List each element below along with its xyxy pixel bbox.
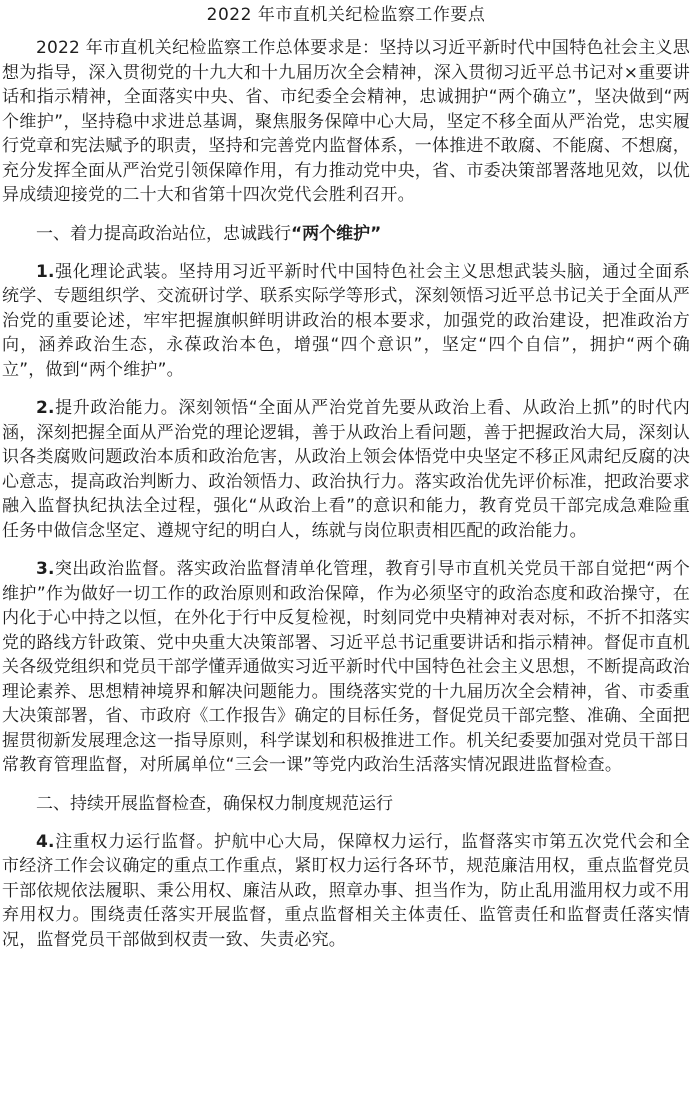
item-1-number: 1. (36, 261, 55, 282)
section-1-heading-text: 一、着力提高政治站位，忠诚践行 (36, 223, 291, 244)
document-title: 2022 年市直机关纪检监察工作要点 (206, 5, 486, 25)
intro-paragraph: 2022 年市直机关纪检监察工作总体要求是：坚持以习近平新时代中国特色社会主义思想为指导，深入贯彻党的十九大和十九届历次全会精神，深入贯彻习近平总书记对×重要讲话和指示精神，全面落实中央、省、市纪委全会精神，忠诚拥护“两个确立”，坚决做到“两个维护”，坚持稳中求进总基调，聚焦服务保障中心大局，坚定不移全面从严治党，忠实履行党章和宪法赋予的职责，坚持和完善党内监督体系，一体推进不敢腐、不能腐、不想腐，充分发挥全面从严治党引领保障作用，有力推动党中央，省、市委决策部署落地见效，以优异成绩迎接党的二十大和省第十四次党代会胜利召开。 (2, 38, 690, 205)
item-4-text: 注重权力运行监督。护航中心大局，保障权力运行，监督落实市第五次党代会和全市经济工作会议确定的重点工作重点，紧盯权力运行各环节，规范廉洁用权，重点监督党员干部依规依法履职、秉公用权、廉洁从政，照章办事、担当作为，防止乱用滥用权力或不用弃用权力。围绕责任落实开展监督，重点监督相关主体责任、监管责任和监督责任落实情况，监督党员干部做到权责一致、失责必究。 (2, 831, 690, 950)
item-1-paragraph (2, 260, 690, 383)
item-3-number: 3. (36, 559, 55, 579)
item-3-paragraph (2, 557, 690, 778)
item-4-number: 4. (36, 831, 55, 852)
item-1-text: 强化理论武装。坚持用习近平新时代中国特色社会主义思想武装头脑，通过全面系统学、专题组织学、交流研讨学、联系实际学等形式，深刻领悟习近平总书记关于全面从严治党的重要论述，牢牢把握旗帜鲜明讲政治的根本要求，加强党的政治建设，把准政治方向，涵养政治生态，永葆政治本色，增强“四个意识”，坚定“四个自信”，拥护“两个确立”，做到“两个维护”。 (2, 261, 690, 380)
section-2-heading: 二、持续开展监督检查，确保权力制度规范运行 (36, 793, 393, 814)
item-2-paragraph (2, 396, 690, 543)
section-1-heading-bold: “两个维护” (291, 223, 382, 244)
item-4-paragraph (2, 830, 690, 953)
item-3-text: 突出政治监督。落实政治监督清单化管理，教育引导市直机关党员干部自觉把“两个维护”作为做好一切工作的政治原则和政治保障，作为必须坚守的政治态度和政治操守，在内化于心中持之以恒，在外化于行中反复检视，时刻同党中央精神对表对标，不折不扣落实党的路线方针政策、党中央重大决策部署、习近平总书记重要讲话和指示精神。督促市直机关各级党组织和党员干部学懂弄通做实习近平新时代中国特色社会主义思想，不断提高政治理论素养、思想精神境界和解决问题能力。围绕落实党的十九届历次全会精神，省、市委重大决策部署，省、市政府《工作报告》确定的目标任务，督促党员干部完整、准确、全面把握贯彻新发展理念这一指导原则，科学谋划和积极推进工作。机关纪委要加强对党员干部日常教育管理监督，对所属单位“三会一课”等党内政治生活落实情况跟进监督检查。 (2, 559, 690, 775)
item-2-number: 2. (36, 398, 55, 418)
section-1-heading (2, 222, 690, 246)
item-2-text: 提升政治能力。深刻领悟“全面从严治党首先要从政治上看、从政治上抓”的时代内涵，深刻把握全面从严治党的理论逻辑，善于从政治上看问题，善于把握政治大局，深刻认识各类腐败问题政治本质和政治危害，从政治上领会体悟党中央坚定不移正风肃纪反腐的决心意志，提高政治判断力、政治领悟力、政治执行力。落实政治优先评价标准，把政治要求融入监督执纪执法全过程，强化“从政治上看”的意识和能力，教育党员干部完成急难险重任务中做信念坚定、遵规守纪的明白人，练就与岗位职责相匹配的政治能力。 (2, 398, 690, 541)
